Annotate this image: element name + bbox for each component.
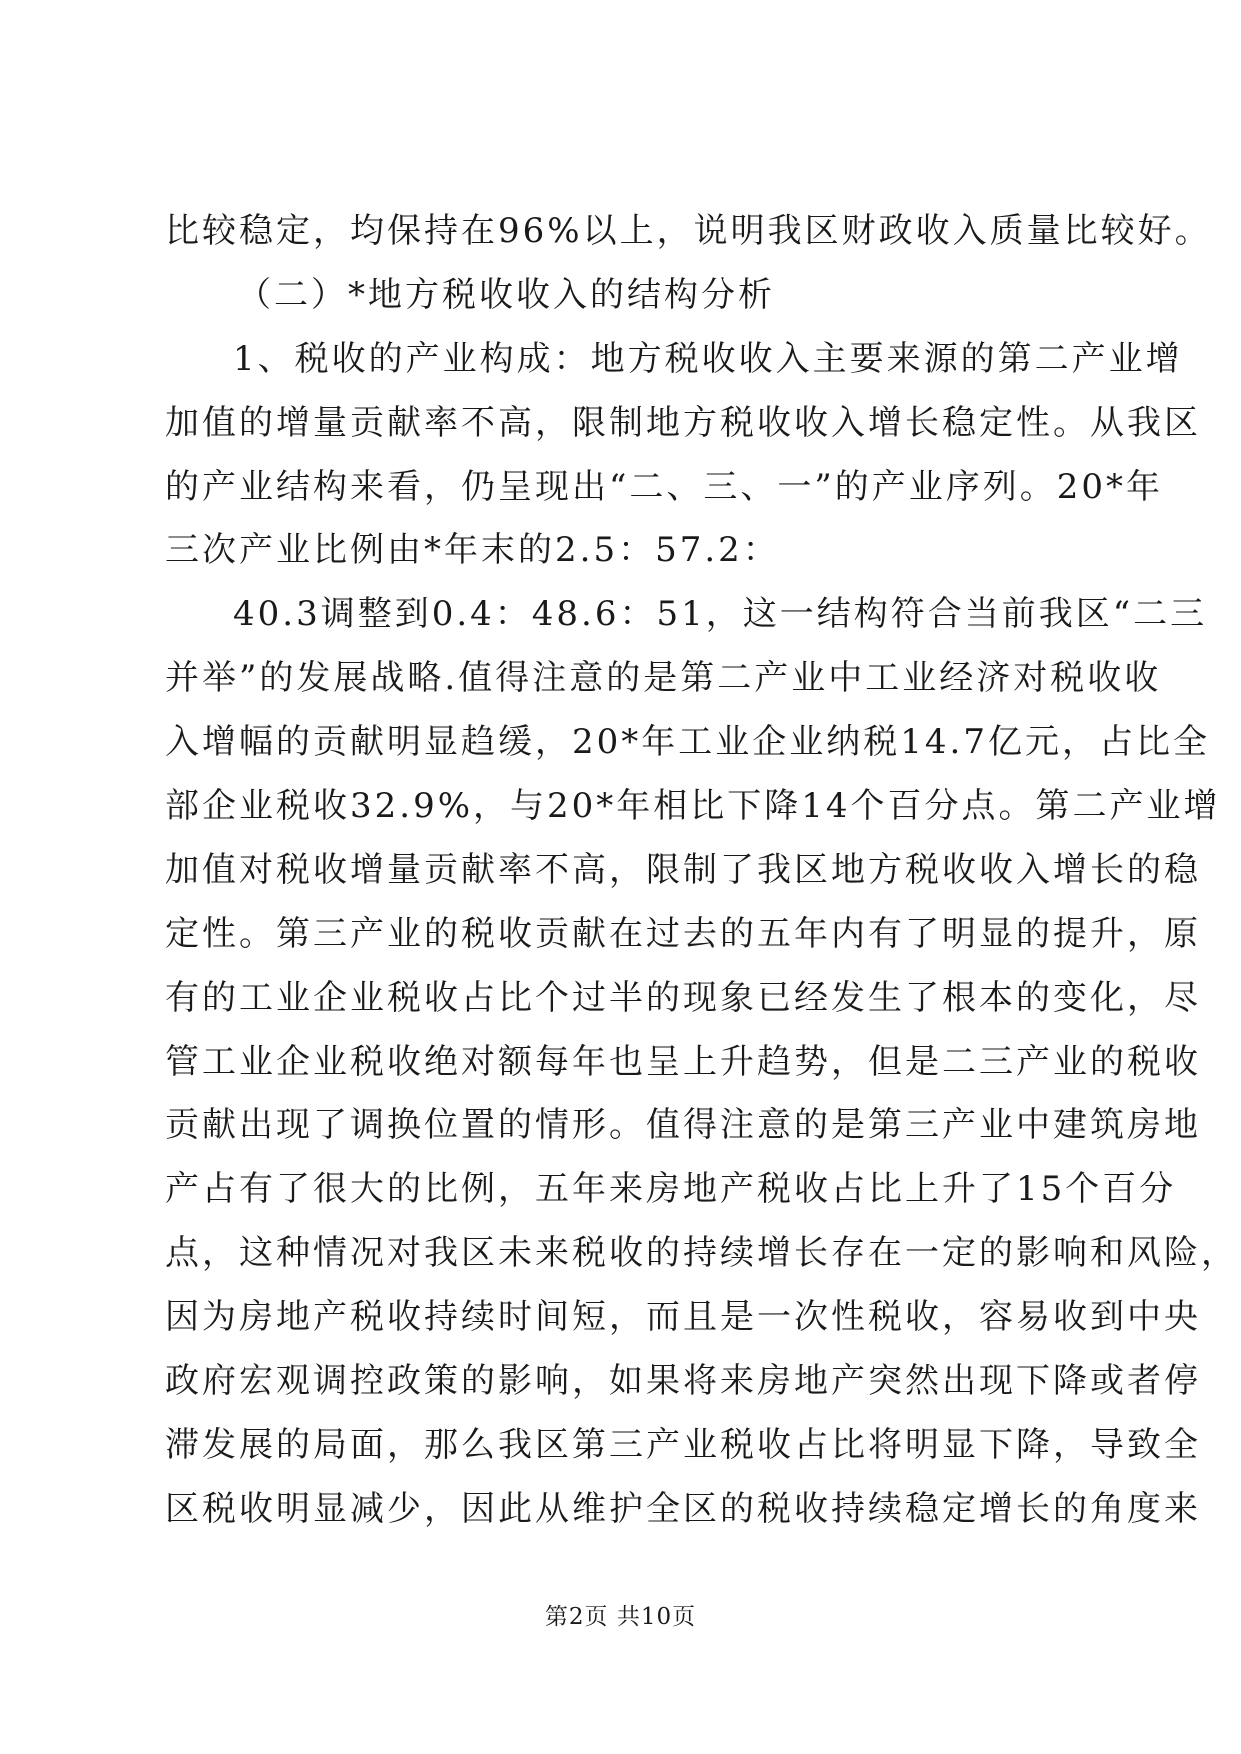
text-line-11: 加值对税收增量贡献率不高，限制了我区地方税收收入增长的稳	[165, 849, 1201, 890]
text-line-3: 1、税收的产业构成：地方税收收入主要来源的第二产业增	[233, 338, 1183, 379]
text-line-9: 入增幅的贡献明显趋缓，20*年工业企业纳税14.7亿元，占比全	[165, 722, 1210, 763]
text-line-6: 三次产业比例由*年末的2.5：57.2：	[165, 530, 780, 571]
text-line-17: 点，这种情况对我区未来税收的持续增长存在一定的影响和风险，	[165, 1233, 1238, 1274]
text-line-16: 产占有了很大的比例，五年来房地产税收占比上升了15个百分	[165, 1169, 1177, 1210]
text-line-13: 有的工业企业税收占比个过半的现象已经发生了根本的变化，尽	[165, 977, 1201, 1018]
text-line-5: 的产业结构来看，仍呈现出“二、三、一”的产业序列。20*年	[165, 466, 1164, 507]
text-line-12: 定性。第三产业的税收贡献在过去的五年内有了明显的提升，原	[165, 913, 1201, 954]
text-line-19: 政府宏观调控政策的影响，如果将来房地产突然出现下降或者停	[165, 1361, 1201, 1402]
body-text	[165, 200, 1238, 1542]
text-line-18: 因为房地产税收持续时间短，而且是一次性税收，容易收到中央	[165, 1297, 1201, 1338]
text-line-4: 加值的增量贡献率不高，限制地方税收收入增长稳定性。从我区	[165, 402, 1201, 443]
page-footer: 第2页 共10页	[544, 1604, 697, 1630]
section-heading: （二）*地方税收收入的结构分析	[237, 274, 775, 315]
text-line-7: 40.3调整到0.4：48.6：51，这一结构符合当前我区“二三	[233, 594, 1208, 635]
text-line-8: 并举”的发展战略.值得注意的是第二产业中工业经济对税收收	[165, 658, 1162, 699]
text-line-14: 管工业企业税收绝对额每年也呈上升趋势，但是二三产业的税收	[165, 1041, 1201, 1082]
text-line-20: 滞发展的局面，那么我区第三产业税收占比将明显下降，导致全	[165, 1424, 1201, 1465]
text-line-10: 部企业税收32.9%，与20*年相比下降14个百分点。第二产业增	[165, 786, 1221, 827]
text-line-21: 区税收明显减少，因此从维护全区的税收持续稳定增长的角度来	[165, 1488, 1201, 1529]
text-line-15: 贡献出现了调换位置的情形。值得注意的是第三产业中建筑房地	[165, 1105, 1201, 1146]
text-line-1: 比较稳定，均保持在96%以上，说明我区财政收入质量比较好。	[165, 211, 1212, 251]
